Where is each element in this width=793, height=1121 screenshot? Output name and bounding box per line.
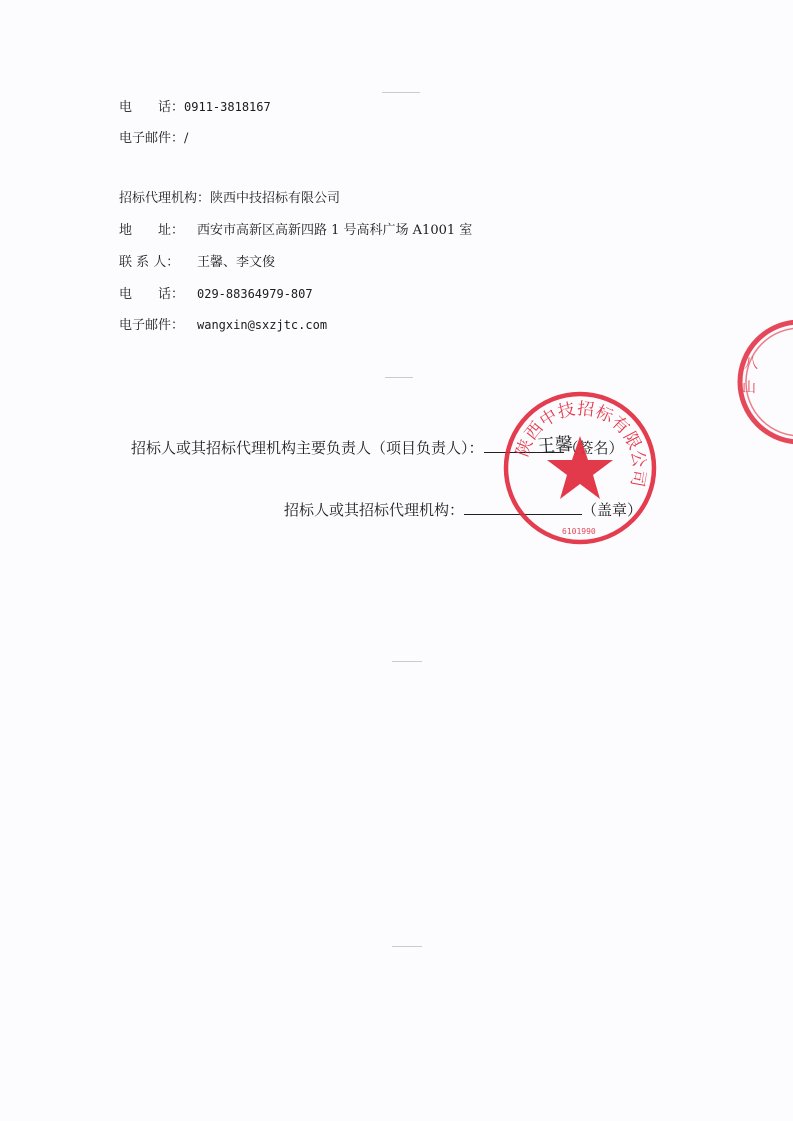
seal-text-char: 招 [576,399,596,421]
seal-text-char: 陕 [512,436,538,460]
org-label: 招标人或其招标代理机构： [284,501,465,519]
svg-text:山: 山 [742,380,756,396]
org-suffix: （盖章） [582,501,643,519]
handwritten-signature: 王馨 [536,433,574,458]
seal-text-char: 西 [521,418,548,445]
agency-address-value: 西安市高新区高新四路 1 号高科广场 A1001 室 [197,223,473,238]
email-row [119,130,188,148]
seal-text-char: 限 [618,428,645,453]
company-seal-stamp [500,388,660,548]
phone-label: 电 话： [119,100,185,115]
agency-email-value: wangxin@sxzjtc.com [197,318,328,332]
seal-text-char: 标 [592,402,617,428]
scan-speck [392,946,422,947]
agency-email-row [119,316,327,335]
agency-name-row [119,190,340,208]
agency-phone-row [119,285,313,304]
agency-name-label: 招标代理机构： [119,191,211,206]
seal-text-char: 有 [607,412,634,439]
agency-name-value: 陕西中技招标有限公司 [210,191,341,206]
agency-address-row [119,222,472,240]
phone-row [119,98,271,117]
agency-email-label: 电子邮件： [119,318,185,333]
agency-phone-value: 029-88364979-807 [197,287,313,301]
responsible-suffix: （签名） [563,439,624,457]
scan-speck [392,661,422,662]
responsible-label: 招标人或其招标代理机构主要负责人（项目负责人）： [131,439,484,457]
phone-value: 0911-3818167 [184,100,271,114]
agency-phone-label: 电 话： [119,287,185,302]
partial-seal-stamp [700,320,793,445]
seal-text-char: 技 [555,399,578,423]
agency-address-label: 地 址： [119,223,185,238]
agency-contact-value: 王馨、李文俊 [197,255,276,270]
seal-number: 6101990 [562,527,596,536]
seal-text-char: 司 [626,468,649,489]
seal-text-char: 中 [536,405,562,432]
scan-speck [385,377,413,378]
email-label: 电子邮件： [119,131,185,146]
seal-text-char: 公 [626,448,649,469]
scan-speck [382,92,420,93]
email-value: / [184,131,189,146]
agency-contact-row [119,254,275,272]
svg-text:八: 八 [744,356,758,372]
agency-contact-label: 联 系 人： [119,255,180,270]
